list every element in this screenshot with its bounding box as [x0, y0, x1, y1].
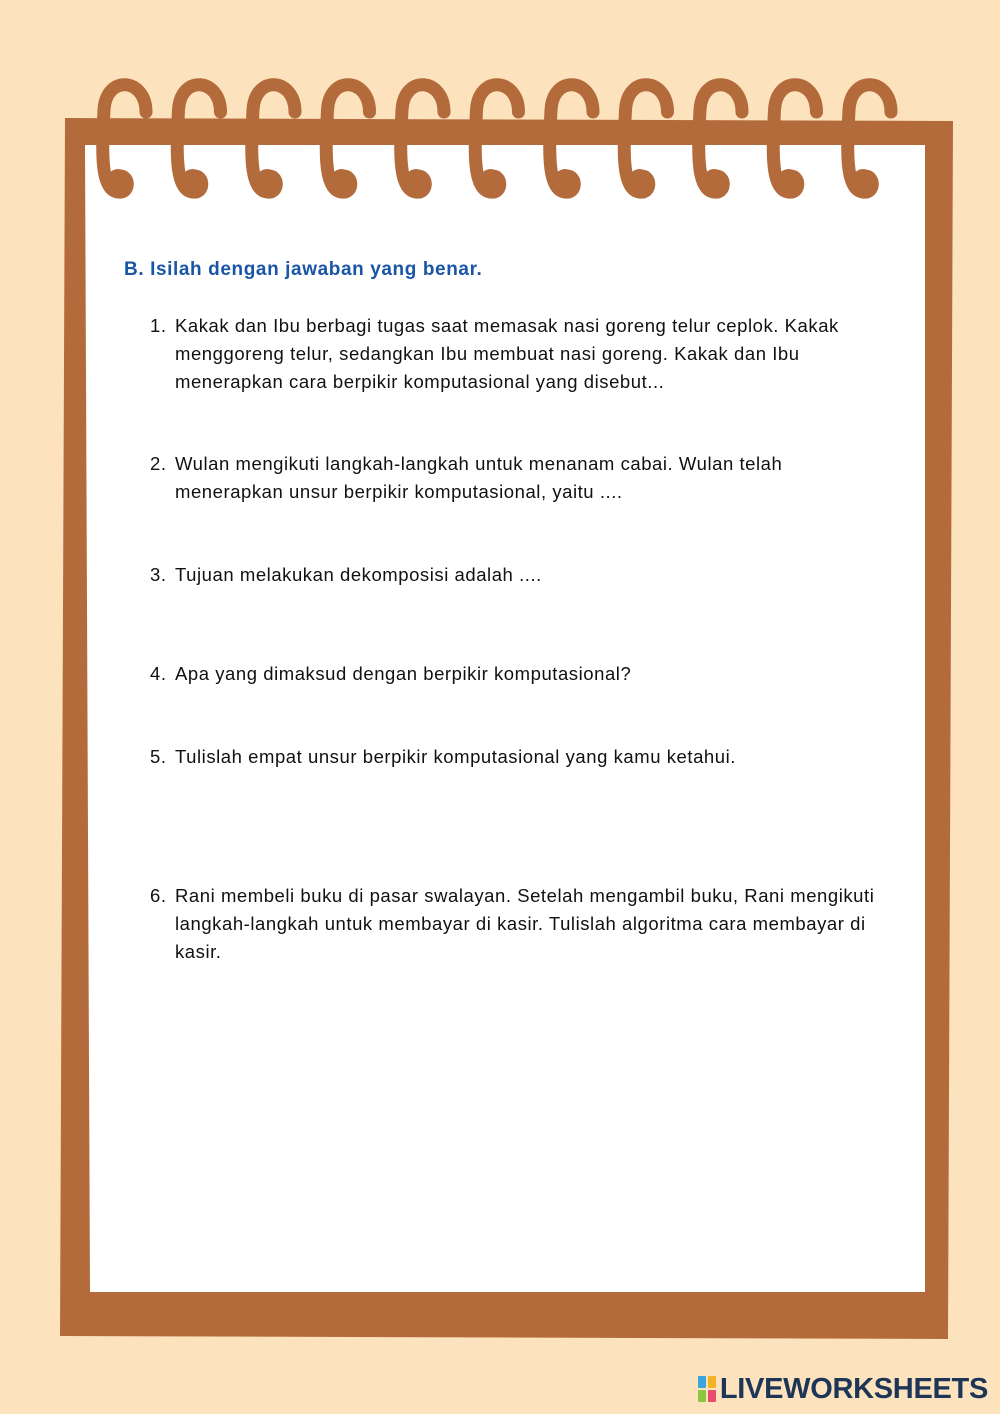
- spiral-ring-end: [256, 169, 278, 191]
- section-title: B. Isilah dengan jawaban yang benar.: [124, 259, 483, 280]
- question-number: 1.: [150, 315, 167, 336]
- spiral-ring-end: [405, 169, 427, 191]
- question-text: Rani membeli buku di pasar swalayan. Setelah mengambil buku, Rani mengikuti langkah-langkah untuk membayar di kasir. Tulislah algoritma cara membayar di kasir.: [175, 885, 875, 962]
- spiral-ring-end: [703, 169, 725, 191]
- spiral-ring-end: [331, 169, 353, 191]
- question-text: Tulislah empat unsur berpikir komputasional yang kamu ketahui.: [175, 746, 736, 767]
- spiral-ring-end: [554, 169, 576, 191]
- liveworksheets-logo[interactable]: [698, 1372, 988, 1406]
- question-text: Tujuan melakukan dekomposisi adalah ....: [175, 564, 542, 585]
- spiral-ring-end: [778, 169, 800, 191]
- question-4: [150, 660, 890, 688]
- liveworksheets-logo-icon: [698, 1376, 716, 1402]
- question-text: Kakak dan Ibu berbagi tugas saat memasak nasi goreng telur ceplok. Kakak menggoreng telur, sedangkan Ibu membuat nasi goreng. Kakak dan Ibu menerapkan cara berpikir komputasional yang disebut...: [175, 315, 839, 392]
- question-number: 3.: [150, 564, 167, 585]
- question-5: [150, 743, 890, 771]
- spiral-ring-end: [107, 169, 129, 191]
- question-6: [150, 882, 890, 966]
- spiral-ring-end: [629, 169, 651, 191]
- question-text: Wulan mengikuti langkah-langkah untuk menanam cabai. Wulan telah menerapkan unsur berpikir komputasional, yaitu ....: [175, 453, 783, 502]
- question-3: [150, 561, 890, 589]
- spiral-ring-end: [480, 169, 502, 191]
- question-number: 4.: [150, 663, 167, 684]
- spiral-ring-end: [182, 169, 204, 191]
- question-1: [150, 312, 890, 396]
- question-2: [150, 450, 890, 506]
- question-number: 6.: [150, 885, 167, 906]
- logo-text: LIVEWORKSHEETS: [719, 1372, 988, 1405]
- question-number: 5.: [150, 746, 167, 767]
- question-number: 2.: [150, 453, 167, 474]
- question-text: Apa yang dimaksud dengan berpikir komputasional?: [175, 663, 632, 684]
- spiral-ring-end: [852, 169, 874, 191]
